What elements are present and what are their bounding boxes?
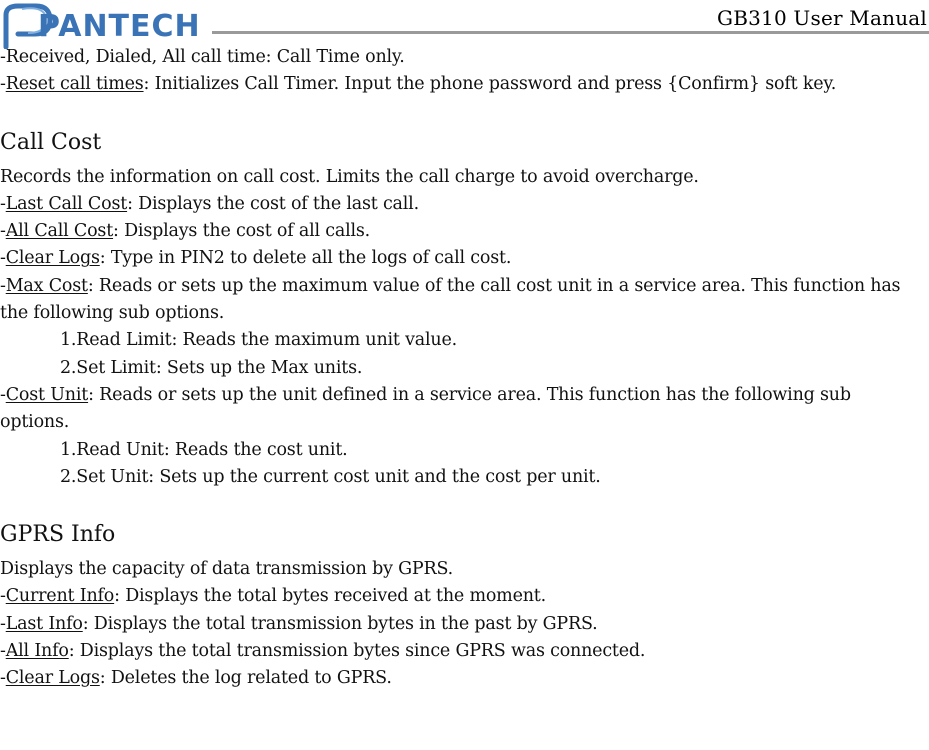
list-item: -Max Cost: Reads or sets up the maximum value of the call cost unit in a service area. This function has the following sub options. [0, 275, 901, 324]
term-last-call-cost: Last Call Cost [5, 193, 128, 214]
term-current-info: Current Info [5, 586, 115, 607]
section-heading-gprs-info: GPRS Info [0, 522, 116, 548]
list-item: -All Call Cost: Displays the cost of all calls. [0, 221, 371, 242]
spacer [0, 99, 929, 126]
intro-text: Received, Dialed, All call time: Call Time only. [5, 47, 405, 67]
list-item: -Last Call Cost: Displays the cost of the last call. [0, 193, 419, 214]
term-all-info: All Info [5, 641, 69, 662]
term-max-cost: Max Cost [5, 275, 88, 296]
list-item: -Cost Unit: Reads or sets up the unit defined in a service area. This function has the following sub options. [0, 384, 851, 433]
intro-line-2: -Reset call times: Initializes Call Timer. Input the phone password and press {Confirm} soft key. [0, 74, 837, 95]
sub-option: 2.Set Unit: Sets up the current cost unit and the cost per unit. [60, 466, 601, 487]
pantech-logo [2, 3, 210, 49]
document-body [0, 44, 929, 693]
term-all-call-cost: All Call Cost [5, 221, 114, 242]
intro-line-1: -Received, Dialed, All call time: Call Time only. [0, 47, 405, 67]
manual-title: GB310 User Manual [717, 6, 927, 30]
section-heading-call-cost: Call Cost [0, 129, 102, 155]
term-last-info: Last Info [5, 613, 83, 634]
sub-option: 2.Set Limit: Sets up the Max units. [60, 357, 363, 378]
header-rule [212, 31, 929, 34]
sub-option: 1.Read Unit: Reads the cost unit. [60, 439, 348, 460]
term-clear-logs: Clear Logs [5, 248, 100, 269]
list-item: -Last Info: Displays the total transmission bytes in the past by GPRS. [0, 613, 598, 634]
list-item: -Current Info: Displays the total bytes received at the moment. [0, 586, 546, 607]
term-cost-unit: Cost Unit [5, 384, 89, 405]
spacer [0, 491, 929, 518]
list-item: -Clear Logs: Type in PIN2 to delete all the logs of call cost. [0, 248, 512, 269]
list-item: -All Info: Displays the total transmission bytes since GPRS was connected. [0, 641, 646, 662]
gprs-description: Displays the capacity of data transmission by GPRS. [0, 559, 453, 580]
sub-option: 1.Read Limit: Reads the maximum unit value. [60, 330, 458, 351]
list-item: -Clear Logs: Deletes the log related to GPRS. [0, 668, 392, 689]
term-description: : Initializes Call Timer. Input the phone password and press {Confirm} soft key. [143, 74, 837, 95]
term-clear-logs-gprs: Clear Logs [5, 668, 100, 689]
brand-text: PANTECH [38, 9, 201, 44]
term-reset-call-times: Reset call times [5, 74, 144, 95]
call-cost-description: Records the information on call cost. Limits the call charge to avoid overcharge. [0, 166, 699, 187]
page-header [0, 0, 929, 46]
